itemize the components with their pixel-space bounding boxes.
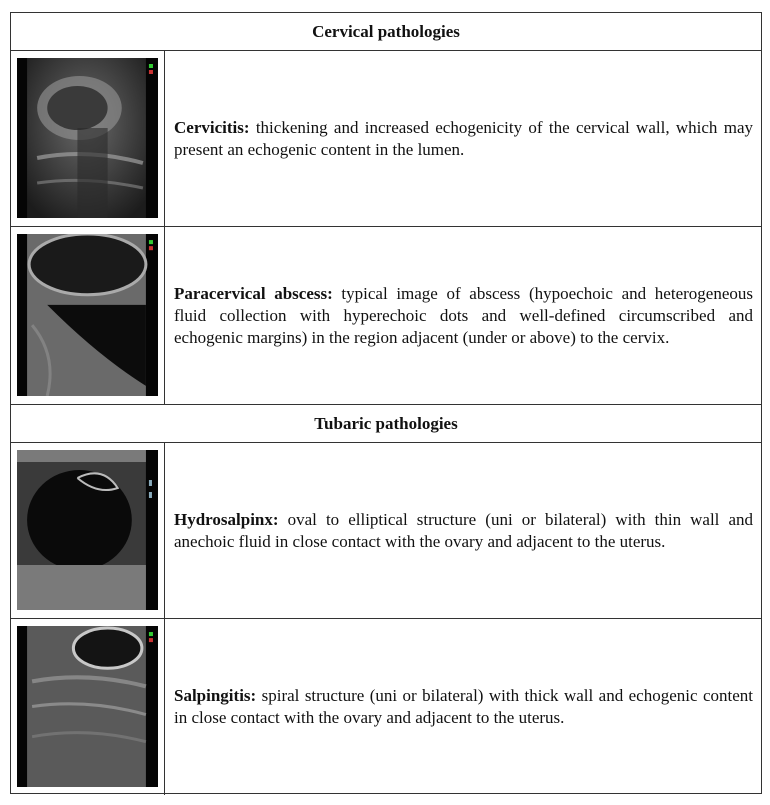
ultrasound-image-salpingitis [17, 626, 158, 787]
image-cell [11, 619, 165, 795]
ultrasound-image-hydrosalpinx [17, 450, 158, 610]
table-row-cervicitis [11, 51, 761, 227]
term-label: Paracervical abscess: [174, 283, 333, 303]
term-description: spiral structure (uni or bilateral) with thick wall and echogenic content in close contact with the ovary and adjacent to the uterus. [174, 686, 753, 727]
image-cell [11, 51, 165, 226]
table-row-paracervical-abscess [11, 227, 761, 405]
term-label: Hydrosalpinx: [174, 509, 279, 529]
description-cell [165, 443, 761, 618]
term-label: Salpingitis: [174, 686, 257, 705]
pathologies-table [10, 12, 762, 794]
description-cell [165, 51, 761, 226]
description-cell [165, 619, 761, 795]
section-title: Tubaric pathologies [314, 413, 458, 433]
ultrasound-image-paracervical-abscess [17, 234, 158, 396]
image-cell [11, 227, 165, 404]
table-row-salpingitis [11, 619, 761, 795]
term-description: oval to elliptical structure (uni or bilateral) with thin wall and anechoic fluid in close contact with the ovary and adjacent to the uterus. [174, 509, 753, 551]
table-row-hydrosalpinx [11, 443, 761, 619]
ultrasound-image-cervicitis [17, 58, 158, 218]
image-cell [11, 443, 165, 618]
section-header-cervical [11, 13, 761, 51]
section-title: Cervical pathologies [312, 21, 460, 41]
term-description: typical image of abscess (hypoechoic and heterogeneous fluid collection with hyperechoic dots and well-defined circumscribed and echogenic margins) in the region adjacent (under or above) to the cervix. [174, 283, 753, 347]
description-cell [165, 227, 761, 404]
section-header-tubaric [11, 405, 761, 443]
term-description: thickening and increased echogenicity of the cervical wall, which may present an echogenic content in the lumen. [174, 117, 753, 159]
term-label: Cervicitis: [174, 117, 250, 137]
